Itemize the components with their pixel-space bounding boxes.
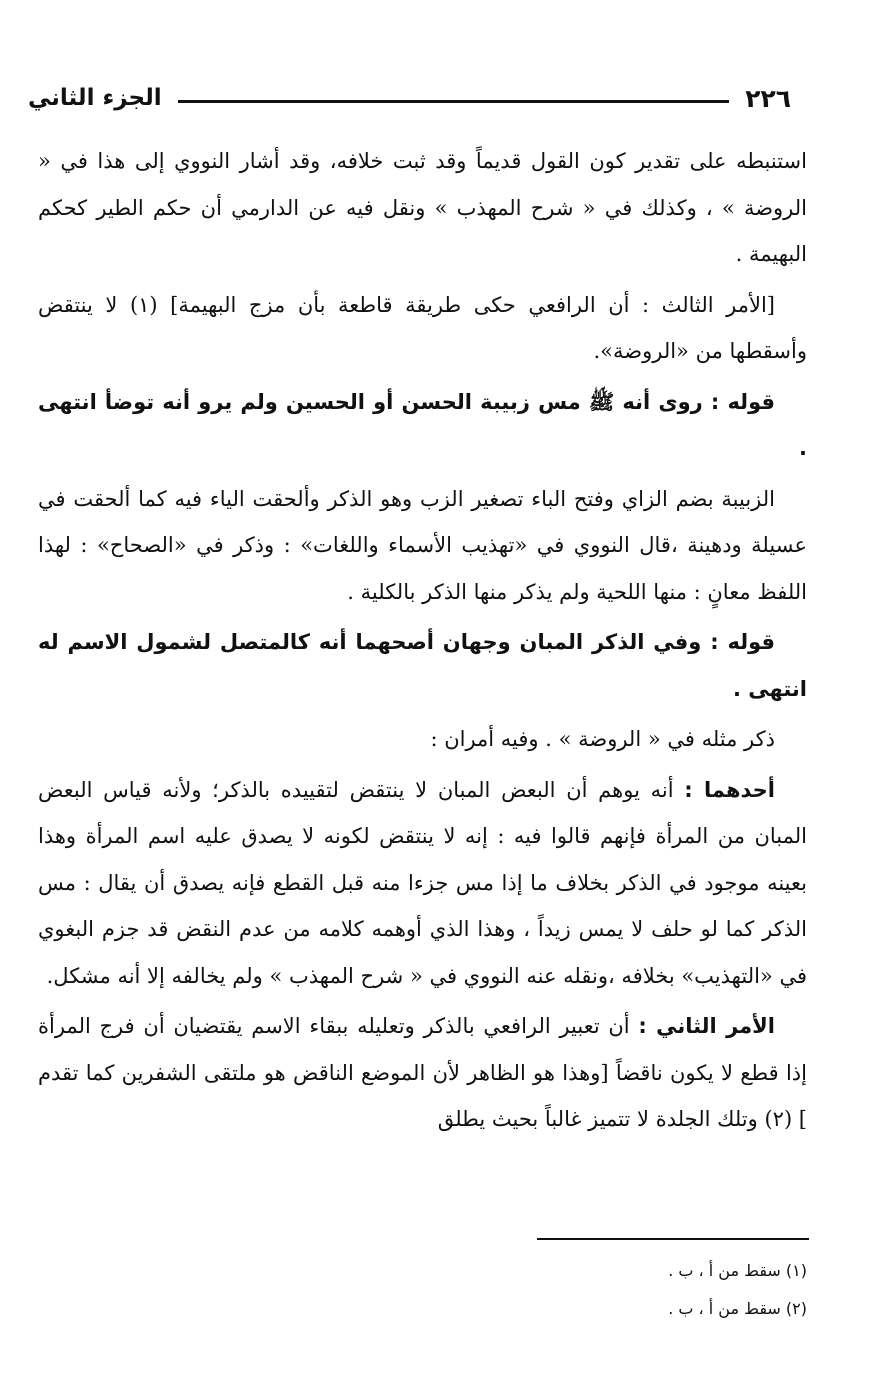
- footnotes: [38, 1252, 807, 1328]
- paragraph-8-lead: الأمر الثاني :: [638, 1014, 776, 1038]
- footnote-2: (٢) سقط من أ ، ب .: [668, 1299, 807, 1318]
- main-text: [38, 138, 807, 1147]
- running-header: [28, 78, 791, 118]
- paragraph-2: [الأمر الثالث : أن الرافعي حكى طريقة قاطعة بأن مزج البهيمة] (١) لا ينتقض وأسقطها من «الروضة».: [38, 292, 807, 363]
- paragraph-8-text: أن تعبير الرافعي بالذكر وتعليله ببقاء الاسم يقتضيان أن فرج المرأة إذا قطع لا يكون ناقضاً [وهذا هو الظاهر لأن الموضع الناقض هو ملتقى الشفرين كما تقدم ] (٢) وتلك الجلدة لا تتميز غالباً بحيث يطلق: [38, 1014, 807, 1131]
- paragraph-6: ذكر مثله في « الروضة » . وفيه أمران :: [430, 727, 775, 751]
- paragraph-8: [38, 1003, 807, 1143]
- footnote-rule: [537, 1238, 809, 1240]
- paragraph-1: استنبطه على تقدير كون القول قديماً وقد ثبت خلافه، وقد أشار النووي إلى هذا في « الروضة » ، وكذلك في « شرح المهذب » ونقل فيه عن الدارمي أن حكم الطير كحكم البهيمة .: [38, 149, 807, 266]
- paragraph-7-lead: أحدهما :: [684, 777, 775, 802]
- header-rule: [178, 100, 730, 103]
- paragraph-3-heading: قوله : روى أنه ﷺ مس زبيبة الحسن أو الحسين ولم يرو أنه توضأ انتهى .: [38, 389, 807, 460]
- paragraph-4: الزبيبة بضم الزاي وفتح الباء تصغير الزب وهو الذكر وألحقت الياء فيه كما ألحقت في عسيلة ودهينة ،قال النووي في «تهذيب الأسماء واللغات» : وذكر في «الصحاح» : لهذا اللفظ معانٍ : منها اللحية ولم يذكر منها الذكر بالكلية .: [38, 486, 807, 604]
- paragraph-5-heading: قوله : وفي الذكر المبان وجهان أصحهما أنه كالمتصل لشمول الاسم له انتهى .: [38, 630, 807, 701]
- footnote-1: (١) سقط من أ ، ب .: [668, 1261, 807, 1280]
- paragraph-7-text: أنه يوهم أن البعض المبان لا ينتقض لتقييده بالذكر؛ ولأنه قياس البعض المبان من المرأة فإنهم قالوا فيه : إنه لا ينتقض لكونه لا يصدق عليه اسم المرأة وهذا بعينه موجود في الذكر بخلاف ما إذا مس جزءا منه قبل القطع فإنه يصدق أن يقال : مس الذكر كما لو حلف لا يمس زيداً ، وهذا الذي أوهمه كلامه من عدم النقض قد جزم البغوي في «التهذيب» بخلافه ،ونقله عنه النووي في « شرح المهذب » ولم يخالفه إلا أنه مشكل.: [38, 777, 807, 988]
- page-number: ٢٢٦: [745, 83, 791, 113]
- running-title: الجزء الثاني: [28, 85, 162, 111]
- paragraph-7: [38, 767, 807, 1000]
